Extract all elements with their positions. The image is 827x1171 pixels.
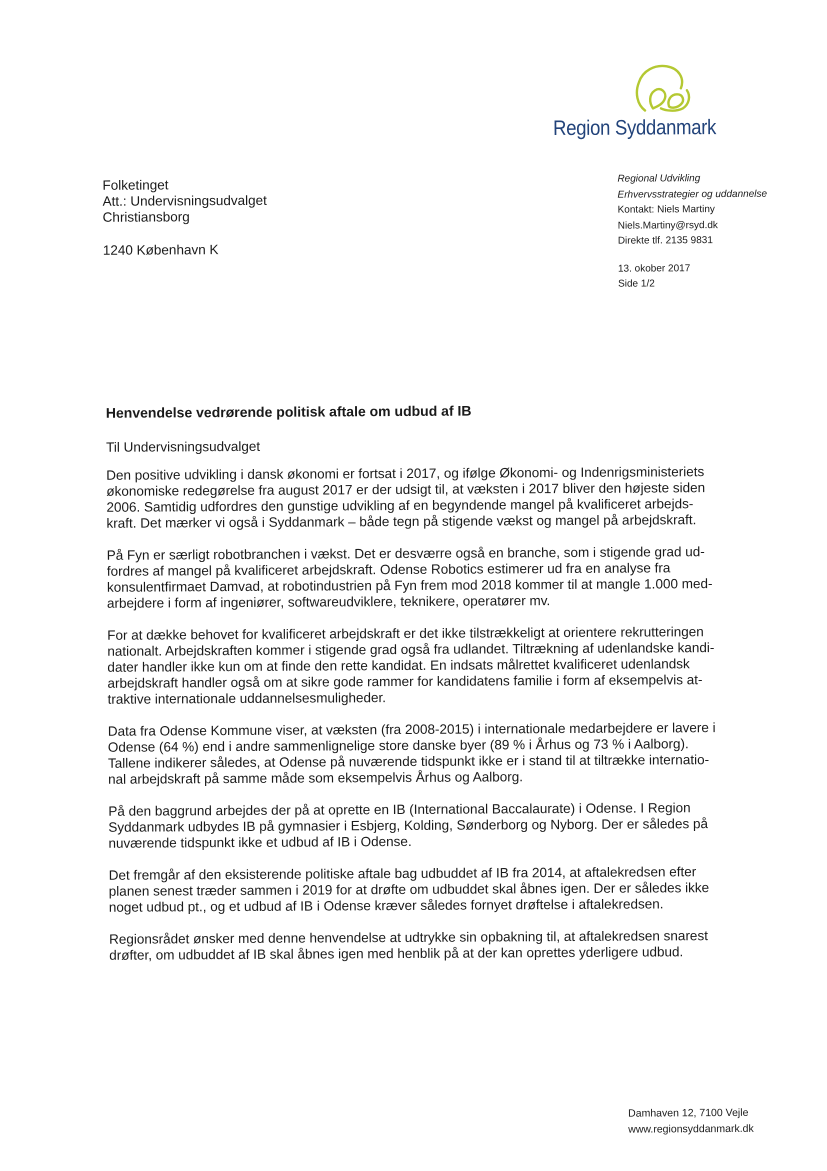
paragraph [109, 864, 749, 916]
recipient-postal: 1240 København K [102, 242, 219, 258]
letter-date: 13. okober 2017 [617, 262, 691, 275]
text-line: konsulentfirmaet Damvad, at robotindustrien på Fyn frem mod 2018 kommer til at mangle 1.000 med- [106, 576, 713, 595]
text-line: Data fra Odense Kommune viser, at væksten (fra 2008-2015) i internationale medarbejdere er lavere i [107, 720, 716, 739]
text-line: arbejdere i form af ingeniører, softwareudviklere, teknikere, operatører mv. [106, 593, 551, 611]
text-line: For at dække behovet for kvalificeret arbejdskraft er det ikke tilstrækkeligt at orientere rekrutteringen [107, 624, 704, 643]
text-line: Regionsrådet ønsker med denne henvendelse at udtrykke sin opbakning til, at aftalekredsen snarest [109, 928, 708, 947]
text-line: traktive internationale uddannelsesmuligheder. [107, 690, 387, 707]
text-line: dater handler ikke kun om at finde den rette kandidat. En indsats målrettet kvalificeret udenlandsk [107, 656, 690, 675]
sender-contact: Kontakt: Niels Martiny [617, 204, 715, 216]
sender-unit: Erhvervsstrategier og uddannelse [617, 188, 768, 201]
text-line: På den baggrund arbejdes der på at oprette en IB (International Baccalaurate) i Odense. I Region [108, 800, 691, 819]
text-line: økonomiske redegørelse fra august 2017 er der udsigt til, at væksten i 2017 bliver den højeste siden [106, 480, 706, 499]
recipient-line: Att.: Undervisningsudvalget [102, 192, 267, 209]
recipient-address [102, 177, 267, 259]
page-number: Side 1/2 [618, 278, 655, 290]
sender-email: Niels.Martiny@rsyd.dk [617, 219, 718, 232]
paragraph [108, 720, 748, 788]
text-line: noget udbud pt., og et udbud af IB i Odense kræver således fornyet drøftelse i aftalekredsen. [108, 896, 664, 915]
text-line: arbejdskraft handler også om at sikre gode rammer for kandidatens familie i form af eksempelvis at- [107, 672, 703, 691]
paragraph [108, 800, 748, 852]
logo-org-name: Region Syddanmark [553, 116, 717, 141]
paragraph [109, 928, 749, 964]
text-line: planen senest træder sammen i 2019 for at drøfte om udbuddet skal åbnes igen. Der er således ikke [108, 880, 710, 899]
text-line: Tallene indikerer således, at Odense på nuværende tidspunkt ikke er i stand til at tiltrække internatio- [107, 752, 710, 771]
text-line: fordres af mangel på kvalificeret arbejdskraft. Odense Robotics estimerer ud fra en analyse fra [106, 560, 671, 579]
footer-address [628, 1105, 754, 1138]
text-line: Odense (64 %) end i andre sammenlignelige store danske byer (89 % i Århus og 73 % i Aalborg). [107, 736, 689, 755]
recipient-line: Folketinget [102, 177, 169, 193]
text-line: På Fyn er særligt robotbranchen i vækst. Det er desværre også en branche, som i stigende grad ud- [106, 544, 705, 563]
text-line: Syddanmark udbydes IB på gymnasier i Esbjerg, Kolding, Sønderborg og Nyborg. Der er således på [108, 816, 708, 835]
text-line: drøfter, om udbuddet af IB skal åbnes igen med henblik på at der kan oprettes yderligere udbud. [109, 944, 684, 963]
letter-body [106, 464, 749, 980]
paragraph [107, 624, 747, 708]
letter-subject: Henvendelse vedrørende politisk aftale om udbud af IB [105, 402, 472, 421]
sender-phone: Direkte tlf. 2135 9831 [617, 235, 713, 247]
paragraph [107, 544, 747, 612]
text-line: 2006. Samtidig udfordres den gunstige udvikling af en begyndende mangel på kvalificeret arbejds- [106, 496, 694, 515]
text-line: nuværende tidspunkt ikke et udbud af IB i Odense. [108, 833, 412, 851]
text-line: Den positive udvikling i dansk økonomi er fortsat i 2017, og ifølge Økonomi- og Indenrigsministeriets [106, 464, 705, 483]
text-line: Det fremgår af den eksisterende politiske aftale bag udbuddet af IB fra 2014, at aftalekredsen efter [108, 864, 697, 883]
logo [553, 62, 724, 153]
letter-greeting: Til Undervisningsudvalget [106, 438, 261, 455]
text-line: nal arbejdskraft på samme måde som eksempelvis Århus og Aalborg. [108, 769, 524, 787]
footer-street: Damhaven 12, 7100 Vejle [628, 1106, 749, 1120]
text-line: nationalt. Arbejdskraften kommer i stigende grad også fra udlandet. Tiltrækning af udenlandske kandi- [107, 640, 715, 659]
text-line: kraft. Det mærker vi også i Syddanmark – både tegn på stigende vækst og mangel på arbejdskraft. [106, 512, 697, 531]
footer-website: www.regionsyddanmark.dk [628, 1122, 754, 1136]
paragraph [106, 464, 746, 532]
sender-department: Regional Udvikling [617, 173, 701, 185]
sender-block [617, 171, 767, 292]
region-syddanmark-logo-icon [631, 62, 699, 116]
recipient-line: Christiansborg [102, 209, 190, 225]
